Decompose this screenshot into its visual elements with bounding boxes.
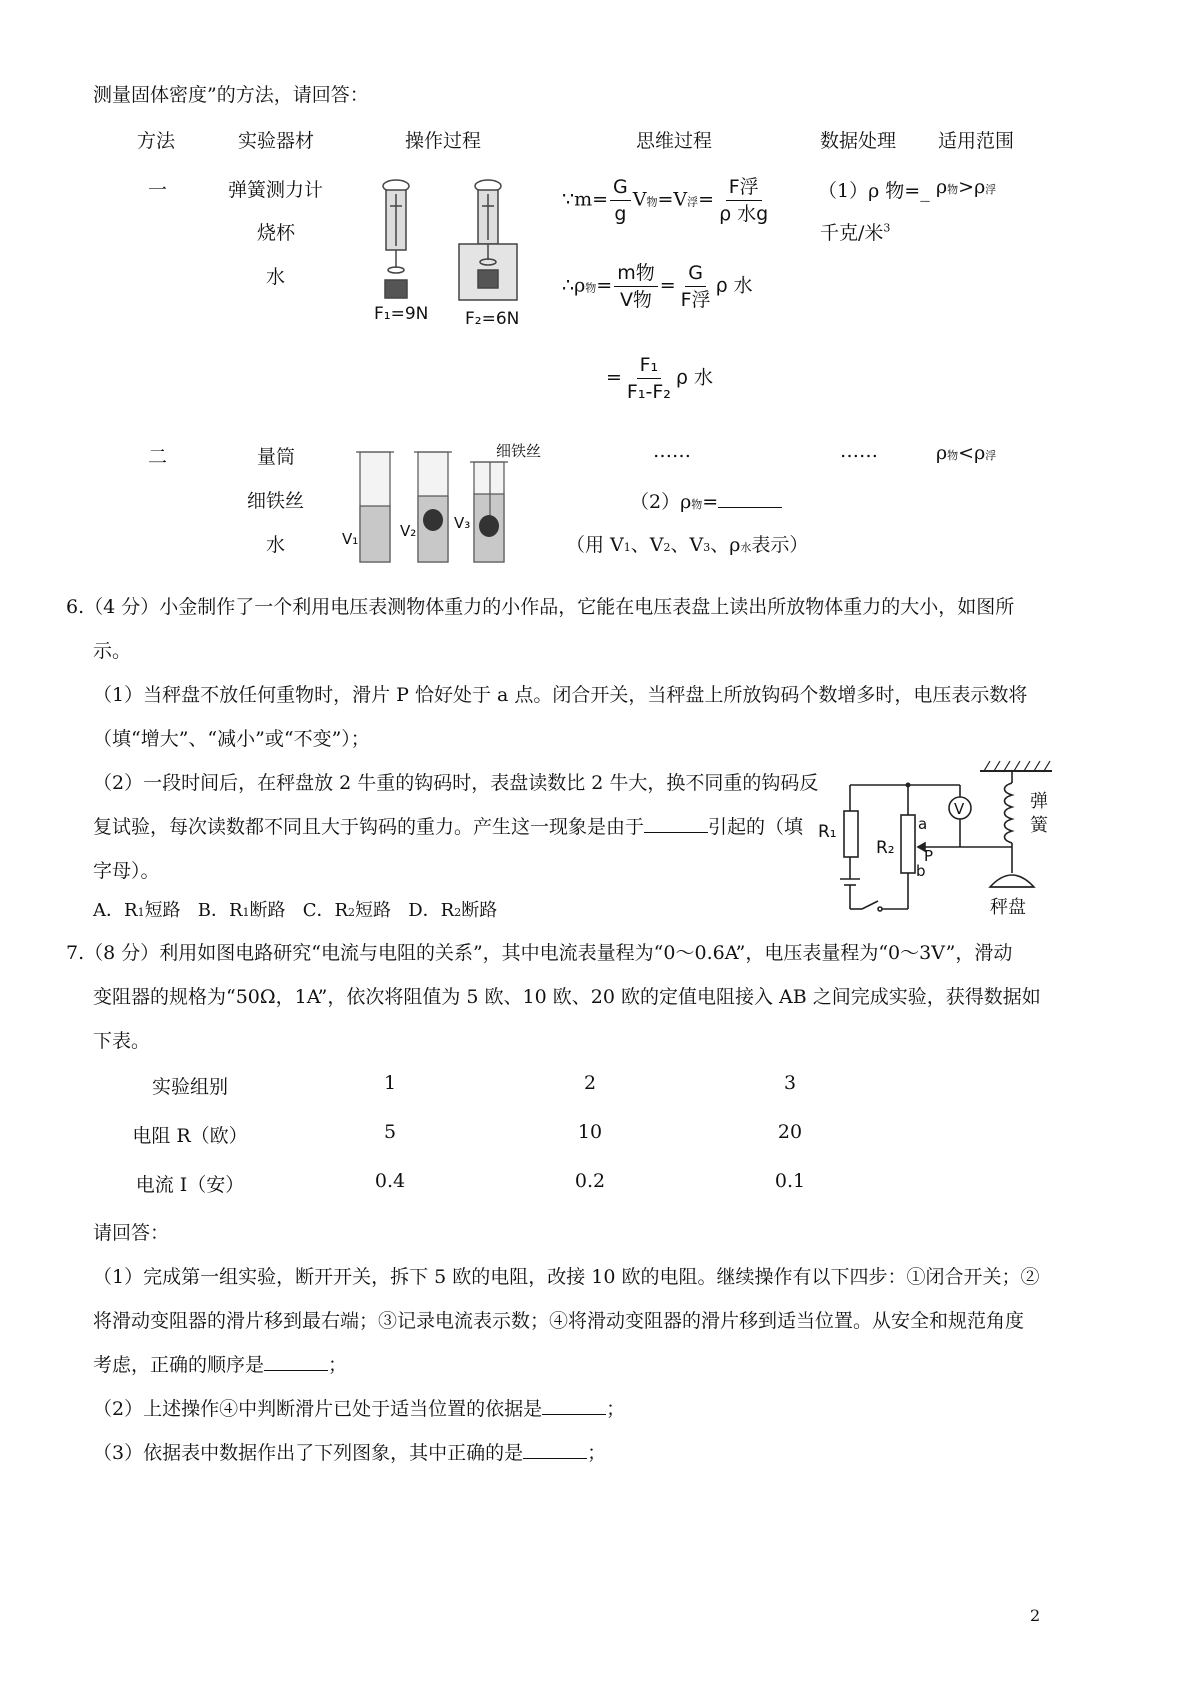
- row2-equipment-1: 量筒: [257, 446, 296, 468]
- answer-blank[interactable]: [718, 489, 782, 508]
- row1-unit: 千克/米$^3$: [820, 221, 891, 244]
- q7-s1-blank[interactable]: [264, 1352, 328, 1371]
- row2-method: 二: [148, 446, 168, 468]
- spring-label-1: 弹: [1030, 791, 1048, 812]
- q7-s3-blank[interactable]: [523, 1440, 587, 1459]
- option-a[interactable]: A．R1短路: [93, 900, 187, 921]
- row2-scope: ρ物<ρ浮: [936, 442, 997, 464]
- q7-s1-line2: 将滑动变阻器的滑片移到最右端；③记录电流表示数；④将滑动变阻器的滑片移到适当位置。从安全和规范角度: [93, 1310, 1025, 1332]
- q6-stem-line2: 示。: [93, 640, 132, 662]
- row2-data-processing: ……: [840, 440, 878, 462]
- option-c[interactable]: C．R2短路: [302, 900, 397, 921]
- table-cell: 0.1: [774, 1170, 806, 1192]
- q7-stem-line2: 变阻器的规格为“50Ω，1A”，依次将阻值为 5 欧、10 欧、20 欧的定值电阻接入 AB 之间完成实验，获得数据如: [93, 986, 1041, 1008]
- graduated-cylinder-figure: [338, 436, 548, 566]
- table-cell: 3: [783, 1072, 797, 1094]
- row1-data-processing: （1）ρ 物=_: [818, 180, 930, 202]
- row1-scope: ρ物>ρ浮: [936, 176, 997, 198]
- point-a-label: a: [918, 815, 928, 833]
- spring-scale-1: [383, 180, 409, 298]
- point-p-label: P: [924, 847, 934, 865]
- option-b[interactable]: B．R1断路: [197, 900, 292, 921]
- header-data-processing: 数据处理: [820, 130, 897, 152]
- table-cell: 20: [777, 1121, 803, 1143]
- scale-circuit-diagram: [812, 755, 1062, 920]
- table-cell: 10: [577, 1121, 603, 1143]
- spring-label-2: 簧: [1030, 815, 1048, 836]
- q6-part2-line3: 字母）。: [93, 860, 160, 882]
- row2-hint: （用 V1、V2、V3、ρ水表示）: [566, 534, 809, 556]
- pan-label: 秤盘: [990, 897, 1026, 918]
- row2-equipment-3: 水: [266, 534, 286, 556]
- v3-label: V₃: [454, 514, 471, 532]
- intro-text: 测量固体密度”的方法，请回答：: [93, 84, 369, 106]
- r1-label: R₁: [818, 822, 837, 842]
- q7-s3: （3）依据表中数据作出了下列图象，其中正确的是 ；: [93, 1442, 607, 1464]
- q7-s2: （2）上述操作④中判断滑片已处于适当位置的依据是 ；: [93, 1398, 626, 1420]
- q7-s1-line1: （1）完成第一组实验，断开开关，拆下 5 欧的电阻，改接 10 欧的电阻。继续操作有以下四步：①闭合开关；②: [93, 1266, 1040, 1288]
- spring-scale-figure: [370, 176, 540, 336]
- row1-equipment-3: 水: [266, 266, 286, 288]
- equation-1: ∵m= $\frac{G}{g}$ V物=V浮= $\frac{\text{F浮}}{\text{ρ 水g}}$: [562, 176, 769, 225]
- table-cell: 1: [383, 1072, 397, 1094]
- q6-part1-line2: （填“增大”、“减小”或“不变”）；: [93, 728, 370, 750]
- f1-label: F₁=9N: [374, 304, 429, 324]
- table-cell: 2: [583, 1072, 597, 1094]
- row2-thinking: ……: [653, 440, 691, 462]
- option-d[interactable]: D．R2断路: [408, 900, 498, 921]
- q7-stem-line1: 7.（8 分）利用如图电路研究“电流与电阻的关系”，其中电流表量程为“0～0.6A”，电压表量程为“0～3V”，滑动: [66, 942, 1013, 964]
- row1-equipment-2: 烧杯: [257, 222, 296, 244]
- q7-answer-prompt: 请回答：: [93, 1222, 170, 1244]
- q6-part2-line2: 复试验，每次读数都不同且大于钩码的重力。产生这一现象是由于 引起的（填: [93, 816, 804, 838]
- f2-label: F₂=6N: [465, 309, 520, 329]
- page-number: 2: [1030, 1606, 1041, 1625]
- q6-part2-line1: （2）一段时间后，在秤盘放 2 牛重的钩码时，表盘读数比 2 牛大，换不同重的钩码反: [93, 772, 819, 794]
- row2-q2: （2）ρ物=: [630, 487, 782, 514]
- q7-stem-line3: 下表。: [93, 1030, 151, 1052]
- q6-stem-line1: 6.（4 分）小金制作了一个利用电压表测物体重力的小作品，它能在电压表盘上读出所放物体重力的大小，如图所: [66, 596, 1015, 618]
- table-cell: 电流 I（安）: [135, 1174, 245, 1196]
- q7-s2-blank[interactable]: [542, 1396, 606, 1415]
- header-thinking: 思维过程: [636, 130, 713, 152]
- table-cell: 0.2: [574, 1170, 606, 1192]
- header-scope: 适用范围: [938, 130, 1015, 152]
- table-cell: 0.4: [374, 1170, 406, 1192]
- voltmeter-label: V: [954, 800, 965, 818]
- v1-label: V₁: [342, 530, 359, 548]
- q6-options: [93, 896, 497, 922]
- q6-part1-line1: （1）当秤盘不放任何重物时，滑片 P 恰好处于 a 点。闭合开关，当秤盘上所放钩码个数增多时，电压表示数将: [93, 684, 1028, 706]
- wire-label: 细铁丝: [496, 442, 542, 460]
- equation-2: ∴ρ物= $\frac{\text{m物}}{\text{V物}}$ = $\frac{G}{\text{F浮}}$ ρ 水: [562, 262, 753, 311]
- q6-part2-blank[interactable]: [644, 814, 708, 833]
- q7-s1-line3: 考虑，正确的顺序是 ；: [93, 1354, 348, 1376]
- v2-label: V₂: [400, 522, 417, 540]
- row1-method: 一: [148, 179, 168, 201]
- header-method: 方法: [137, 130, 176, 152]
- equation-3: = $\frac{\text{F₁}}{\text{F₁-F₂}}$ ρ 水: [606, 354, 713, 403]
- spring-scale-2: [459, 180, 517, 300]
- header-operation: 操作过程: [405, 130, 482, 152]
- row1-equipment-1: 弹簧测力计: [228, 179, 324, 201]
- row2-equipment-2: 细铁丝: [247, 490, 305, 512]
- r2-label: R₂: [876, 838, 895, 858]
- table-cell: 5: [383, 1121, 397, 1143]
- table-cell: 实验组别: [151, 1076, 228, 1098]
- table-cell: 电阻 R（欧）: [132, 1125, 248, 1147]
- point-b-label: b: [916, 862, 926, 880]
- header-equipment: 实验器材: [238, 130, 315, 152]
